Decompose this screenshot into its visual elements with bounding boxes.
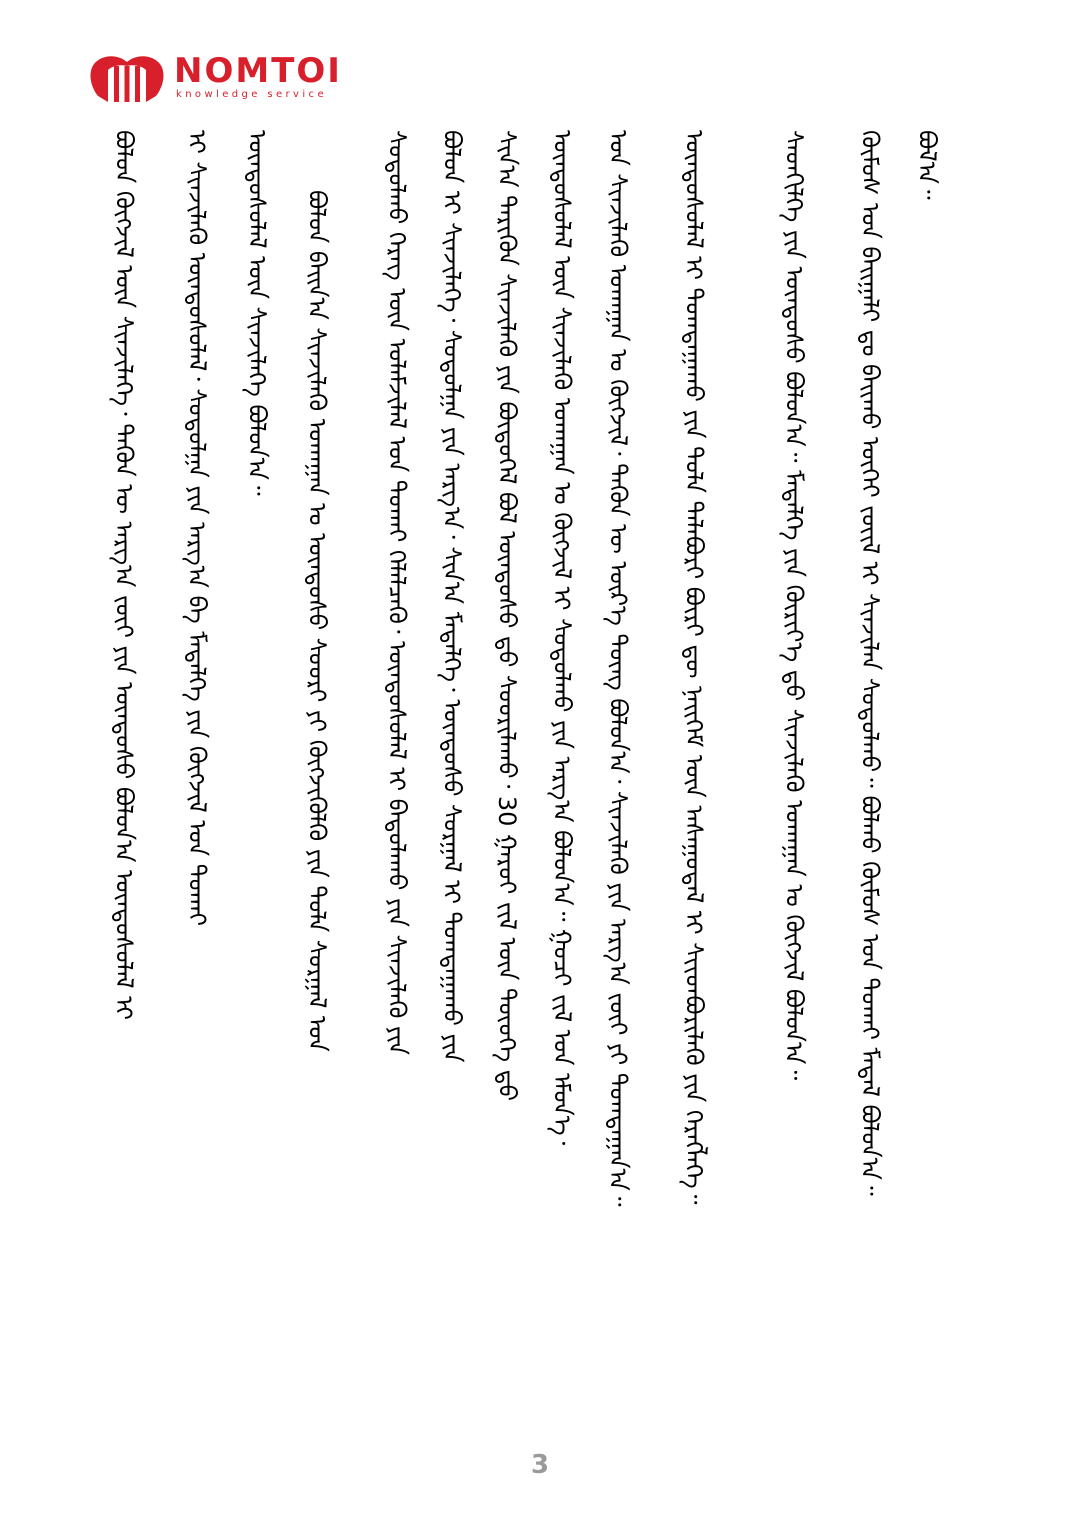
text-column: ᠰᠡᠳᠬᠢᠯᠭᠡ ᠶᠢᠨ ᠦᠨᠳᠦᠰᠦ ᠪᠣᠯᠤᠨ᠎ᠠ᠃ ᠮᠡᠳᠡᠯᠭᠡ ᠶᠢᠨ ᠬᠦᠷᠢᠶ᠎ᠡ ᠳ᠋ᠦ ᠰᠢᠨᠵᠢᠯᠡᠬᠦ ᠤᠬᠠᠭᠠᠨ ᠤ ᠬᠥᠭᠵᠢᠯ ᠪᠣᠯᠤᠨ᠎ᠠ᠃ [780,130,808,1081]
text-column: ᠪᠣᠯᠤᠨ ᠢ ᠰᠢᠨᠵᠢᠯᠡᠭᠡ᠂ ᠰᠤᠳᠤᠯᠭᠠ ᠶᠢᠨ ᠠᠷᠭ᠎ᠠ᠂ ᠰᠢᠨ᠎ᠠ ᠮᠡᠳᠡᠯᠭᠡ᠂ ᠦᠨᠳᠦᠰᠦ ᠰᠤᠷᠭᠠᠯ ᠢ ᠲᠣᠭᠲᠠᠭᠠᠬᠤ ᠶᠢᠨ [438,130,466,1063]
text-column: ᠪᠣᠯ᠎ᠠ᠃ [913,130,941,200]
text-column: ᠤᠨ ᠰᠢᠨᠵᠢᠯᠡᠬᠦ ᠤᠬᠠᠭᠠᠨ ᠤ ᠬᠥᠭᠵᠢᠯ᠂ ᠲᠡᠭᠦᠨ ᠦ ᠦᠷ᠎ᠡ ᠳᠦᠩ ᠪᠣᠯᠤᠨ᠎ᠠ᠂ ᠰᠢᠨᠵᠢᠯᠡᠬᠦ ᠶᠢᠨ ᠠᠷᠭ᠎ᠠ ᠵᠦᠢ ᠶᠢ ᠲᠣᠭᠲᠠᠭᠠᠨ᠎ᠠ᠃ [604,130,632,1207]
text-column: ᠦᠨᠳᠦᠰᠦᠯᠡᠯ ᠢ ᠲᠣᠭᠲᠠᠭᠠᠬᠤ ᠶᠢᠨ ᠲᠤᠯᠠ ᠲᠠᠯᠠᠪᠤᠷᠢ ᠪᠦᠷᠢ ᠳᠦ ᠨᠡᠢᠭᠡᠮ ᠦᠨ ᠠᠰᠠᠭᠤᠳᠠᠯ ᠢ ᠰᠢᠢᠳᠪᠦᠷᠢᠯᠡᠬᠦ ᠶᠢᠨ ᠬᠡᠷᠡᠭᠯᠡᠭᠡ᠃ [680,130,708,1205]
text-column: ᠦᠨᠳᠦᠰᠦᠯᠡᠯ ᠦᠨ ᠰᠢᠨᠵᠢᠯᠡᠬᠦ ᠤᠬᠠᠭᠠᠨ ᠤ ᠬᠥᠭᠵᠢᠯ ᠢ ᠰᠤᠳᠤᠯᠬᠤ ᠶᠢᠨ ᠠᠷᠭ᠎ᠠ ᠪᠣᠯᠤᠨ᠎ᠠ᠃ ᠭᠤᠴᠢ ᠵᠢᠯ ᠤᠨ ᠡᠮᠦᠨ᠎ᠡ᠂ [548,130,576,1146]
text-column: ᠪᠣᠯᠤᠨ ᠪᠠᠢᠨ᠎ᠠ ᠰᠢᠨᠵᠢᠯᠡᠬᠦ ᠤᠬᠠᠭᠠᠨ ᠤ ᠦᠨᠳᠦᠰᠦ ᠰᠤᠤᠷᠢ ᠶᠢ ᠬᠥᠭᠵᠢᠭᠦᠯᠬᠦ ᠶᠢᠨ ᠲᠤᠯᠠ ᠰᠤᠷᠭᠠᠯ ᠤᠨ [303,190,331,1052]
text-column: ᠰᠢᠨ᠎ᠠ ᠲᠡᠷᠢᠭᠦᠨ ᠰᠢᠨᠵᠢᠯᠡᠬᠦ ᠶᠢᠨ ᠪᠦᠲᠦᠭᠡᠯ ᠪᠣᠯ ᠦᠨᠳᠦᠰᠦ ᠳ᠋ᠦ ᠰᠤᠤᠷᠢᠯᠠᠬᠤ᠂ 30 ᠭᠠᠷᠤᠢ ᠵᠢᠯ ᠦᠨ ᠲᠦᠦᠬᠡ ᠳ᠋ᠦ [493,130,521,1101]
text-column: ᠪᠣᠯᠤᠨ ᠬᠥᠭᠵᠢᠯ ᠦᠨ ᠰᠢᠨᠵᠢᠯᠡᠭᠡ᠂ ᠲᠡᠭᠦᠨ ᠦ ᠠᠷᠭ᠎ᠠ ᠵᠦᠢ ᠶᠢᠨ ᠦᠨᠳᠦᠰᠦ ᠪᠣᠯᠤᠨ᠎ᠠ ᠦᠨᠳᠦᠰᠦᠯᠡᠯ ᠢ [110,130,138,1020]
text-column: ᠦᠨᠳᠦᠰᠦᠯᠡᠯ ᠦᠨ ᠰᠢᠨᠵᠢᠯᠡᠭᠡ ᠪᠣᠯᠤᠨ᠎ᠠ᠃ [243,130,271,496]
text-column: ᠬᠦᠮᠦᠰ ᠤᠨ ᠪᠠᠢᠭᠠᠯᠢ ᠳᠤ ᠪᠠᠢᠬᠤ ᠦᠭᠡᠢ ᠵᠦᠢᠯ ᠢ ᠰᠢᠨᠵᠢᠯᠡᠨ ᠰᠤᠳᠤᠯᠬᠤ᠃ ᠪᠣᠯᠬᠤ ᠬᠦᠮᠦᠰ ᠤᠨ ᠲᠤᠬᠠᠢ ᠮᠠᠳᠠᠯ ᠪᠣᠯᠤᠨ᠎ᠠ᠃ [856,130,884,1196]
text-column: ᠰᠤᠳᠤᠯᠬᠤ ᠬᠡᠷᠡᠭ ᠦᠨ ᠤᠯᠠᠮᠵᠢᠯᠠᠯ ᠤᠨ ᠲᠤᠬᠠᠢ ᠬᠡᠯᠡᠯᠴᠡᠬᠦ᠂ ᠦᠨᠳᠦᠰᠦᠯᠡᠯ ᠢ ᠪᠠᠲᠤᠯᠠᠬᠤ ᠶᠢᠨ ᠰᠢᠨᠵᠢᠯᠡᠬᠦ ᠶᠢᠨ [383,130,411,1055]
brand-name: NOMTOI [174,51,342,91]
text-column: ᠢ ᠰᠢᠨᠵᠢᠯᠡᠬᠦ ᠦᠨᠳᠦᠰᠦᠯᠡᠯ᠂ ᠰᠤᠳᠤᠯᠭᠠ ᠶᠢᠨ ᠠᠷᠭ᠎ᠠ ᠪᠠ ᠮᠡᠳᠡᠯᠭᠡ ᠶᠢᠨ ᠬᠥᠭᠵᠢᠯ ᠤᠨ ᠲᠤᠬᠠᠢ [183,130,211,927]
brand-tagline: knowledge service [176,89,328,100]
page-number: 3 [530,1450,550,1480]
